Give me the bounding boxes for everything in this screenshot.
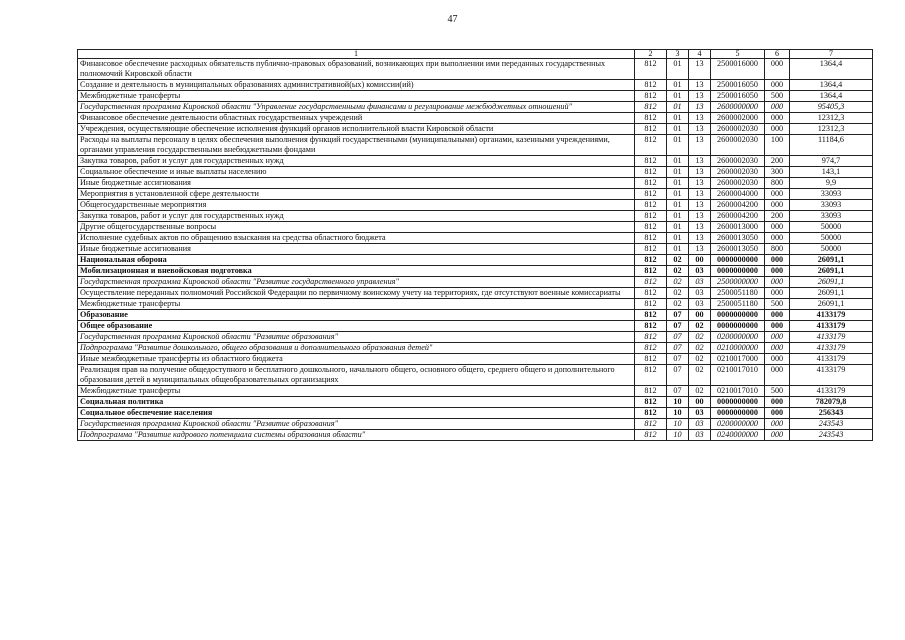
amount-cell: 243543 [790,419,873,430]
expense-type-cell: 000 [765,59,790,80]
expense-type-cell: 000 [765,233,790,244]
amount-cell: 782079,8 [790,397,873,408]
grbs-code-cell: 812 [635,277,667,288]
row-name-cell: Закупка товаров, работ и услуг для государственных нужд [78,156,635,167]
subsection-code-cell: 13 [689,124,711,135]
target-article-cell: 2600004200 [711,211,765,222]
expense-type-cell: 000 [765,189,790,200]
target-article-cell: 2500051180 [711,288,765,299]
row-name-cell: Осуществление переданных полномочий Российской Федерации по первичному воинскому учету на территориях, где отсутствуют военные комиссариаты [78,288,635,299]
target-article-cell: 0000000000 [711,266,765,277]
row-name-cell: Общегосударственные мероприятия [78,200,635,211]
amount-cell: 95405,3 [790,102,873,113]
expense-type-cell: 500 [765,386,790,397]
amount-cell: 4133179 [790,310,873,321]
subsection-code-cell: 13 [689,167,711,178]
row-name-cell: Социальное обеспечение населения [78,408,635,419]
section-code-cell: 01 [667,124,689,135]
column-header: 5 [711,50,765,59]
section-code-cell: 07 [667,365,689,386]
section-code-cell: 10 [667,397,689,408]
amount-cell: 26091,1 [790,288,873,299]
subsection-code-cell: 13 [689,113,711,124]
subsection-code-cell: 02 [689,343,711,354]
section-code-cell: 07 [667,332,689,343]
grbs-code-cell: 812 [635,419,667,430]
subsection-code-cell: 02 [689,321,711,332]
expense-type-cell: 000 [765,419,790,430]
row-name-cell: Расходы на выплаты персоналу в целях обеспечения выполнения функций государственными (муниципальными) органами, казенными учреждениями, органами управления государственными внебюджетными фондами [78,135,635,156]
table-row [78,156,873,167]
amount-cell: 26091,1 [790,299,873,310]
row-name-cell: Социальная политика [78,397,635,408]
amount-cell: 1364,4 [790,80,873,91]
target-article-cell: 0000000000 [711,255,765,266]
grbs-code-cell: 812 [635,156,667,167]
target-article-cell: 2600002000 [711,113,765,124]
amount-cell: 4133179 [790,365,873,386]
amount-cell: 33093 [790,211,873,222]
grbs-code-cell: 812 [635,233,667,244]
section-code-cell: 02 [667,266,689,277]
amount-cell: 12312,3 [790,113,873,124]
amount-cell: 9,9 [790,178,873,189]
row-name-cell: Реализация прав на получение общедоступного и бесплатного дошкольного, начального общего, основного общего, среднего общего и дополнительного образования детей в муниципальных общеобразовательных организациях [78,365,635,386]
row-name-cell: Финансовое обеспечение деятельности областных государственных учреждений [78,113,635,124]
table-row [78,419,873,430]
row-name-cell: Мероприятия в установленной сфере деятельности [78,189,635,200]
subsection-code-cell: 13 [689,222,711,233]
section-code-cell: 01 [667,80,689,91]
table-row [78,386,873,397]
row-name-cell: Государственная программа Кировской области "Развитие государственного управления" [78,277,635,288]
section-code-cell: 01 [667,59,689,80]
amount-cell: 974,7 [790,156,873,167]
subsection-code-cell: 02 [689,386,711,397]
row-name-cell: Подпрограмма "Развитие дошкольного, общего образования и дополнительного образования детей" [78,343,635,354]
target-article-cell: 2500051180 [711,299,765,310]
subsection-code-cell: 13 [689,200,711,211]
grbs-code-cell: 812 [635,59,667,80]
subsection-code-cell: 03 [689,299,711,310]
grbs-code-cell: 812 [635,91,667,102]
section-code-cell: 07 [667,354,689,365]
grbs-code-cell: 812 [635,102,667,113]
column-header: 2 [635,50,667,59]
target-article-cell: 0200000000 [711,332,765,343]
expense-type-cell: 100 [765,135,790,156]
section-code-cell: 10 [667,430,689,441]
amount-cell: 256343 [790,408,873,419]
section-code-cell: 01 [667,156,689,167]
table-row [78,244,873,255]
grbs-code-cell: 812 [635,189,667,200]
expense-type-cell: 500 [765,299,790,310]
expense-type-cell: 000 [765,321,790,332]
amount-cell: 50000 [790,233,873,244]
grbs-code-cell: 812 [635,408,667,419]
expense-type-cell: 500 [765,91,790,102]
table-row [78,91,873,102]
table-row [78,365,873,386]
target-article-cell: 2500016050 [711,80,765,91]
section-code-cell: 01 [667,222,689,233]
subsection-code-cell: 13 [689,102,711,113]
grbs-code-cell: 812 [635,430,667,441]
target-article-cell: 2600013000 [711,222,765,233]
row-name-cell: Закупка товаров, работ и услуг для государственных нужд [78,211,635,222]
expense-type-cell: 000 [765,430,790,441]
grbs-code-cell: 812 [635,200,667,211]
grbs-code-cell: 812 [635,288,667,299]
target-article-cell: 2500000000 [711,277,765,288]
expense-type-cell: 200 [765,156,790,167]
table-row [78,80,873,91]
section-code-cell: 01 [667,178,689,189]
row-name-cell: Общее образование [78,321,635,332]
expense-type-cell: 800 [765,244,790,255]
amount-cell: 4133179 [790,321,873,332]
expense-type-cell: 000 [765,397,790,408]
section-code-cell: 07 [667,321,689,332]
table-row [78,135,873,156]
subsection-code-cell: 13 [689,244,711,255]
target-article-cell: 2600002030 [711,156,765,167]
expense-type-cell: 800 [765,178,790,189]
target-article-cell: 0000000000 [711,310,765,321]
target-article-cell: 0000000000 [711,408,765,419]
expense-type-cell: 000 [765,222,790,233]
grbs-code-cell: 812 [635,80,667,91]
target-article-cell: 2600002030 [711,178,765,189]
row-name-cell: Иные бюджетные ассигнования [78,178,635,189]
section-code-cell: 01 [667,113,689,124]
grbs-code-cell: 812 [635,178,667,189]
section-code-cell: 01 [667,211,689,222]
row-name-cell: Учреждения, осуществляющие обеспечение исполнения функций органов исполнительной власти Кировской области [78,124,635,135]
grbs-code-cell: 812 [635,310,667,321]
grbs-code-cell: 812 [635,135,667,156]
subsection-code-cell: 13 [689,80,711,91]
table-row [78,397,873,408]
subsection-code-cell: 00 [689,397,711,408]
row-name-cell: Государственная программа Кировской области "Управление государственными финансами и регулирование межбюджетных отношений" [78,102,635,113]
column-header: 1 [78,50,635,59]
expense-type-cell: 000 [765,80,790,91]
page-number: 47 [447,14,458,25]
subsection-code-cell: 00 [689,310,711,321]
row-name-cell: Социальное обеспечение и иные выплаты населению [78,167,635,178]
section-code-cell: 02 [667,277,689,288]
grbs-code-cell: 812 [635,124,667,135]
row-name-cell: Государственная программа Кировской области "Развитие образования" [78,332,635,343]
expense-type-cell: 000 [765,266,790,277]
expense-type-cell: 000 [765,277,790,288]
table-row [78,167,873,178]
target-article-cell: 0000000000 [711,397,765,408]
table-row [78,310,873,321]
amount-cell: 243543 [790,430,873,441]
amount-cell: 33093 [790,200,873,211]
expense-type-cell: 000 [765,124,790,135]
grbs-code-cell: 812 [635,386,667,397]
amount-cell: 26091,1 [790,255,873,266]
table-row [78,277,873,288]
grbs-code-cell: 812 [635,167,667,178]
expense-type-cell: 000 [765,113,790,124]
table-row [78,113,873,124]
row-name-cell: Подпрограмма "Развитие кадрового потенциала системы образования области" [78,430,635,441]
row-name-cell: Исполнение судебных актов по обращению взыскания на средства областного бюджета [78,233,635,244]
table-row [78,59,873,80]
target-article-cell: 0000000000 [711,321,765,332]
column-header: 6 [765,50,790,59]
row-name-cell: Иные межбюджетные трансферты из областного бюджета [78,354,635,365]
target-article-cell: 2600004000 [711,189,765,200]
target-article-cell: 0210000000 [711,343,765,354]
table-row [78,354,873,365]
section-code-cell: 01 [667,91,689,102]
amount-cell: 12312,3 [790,124,873,135]
target-article-cell: 2600004200 [711,200,765,211]
table-header-row [78,50,873,59]
row-name-cell: Финансовое обеспечение расходных обязательств публично-правовых образований, возникающих при выполнении ими переданных государственных полномочий Кировской области [78,59,635,80]
table-row [78,102,873,113]
expense-type-cell: 000 [765,365,790,386]
section-code-cell: 10 [667,419,689,430]
section-code-cell: 07 [667,343,689,354]
grbs-code-cell: 812 [635,255,667,266]
row-name-cell: Другие общегосударственные вопросы [78,222,635,233]
section-code-cell: 07 [667,386,689,397]
row-name-cell: Межбюджетные трансферты [78,299,635,310]
row-name-cell: Создание и деятельность в муниципальных образованиях административной(ых) комиссии(ий) [78,80,635,91]
grbs-code-cell: 812 [635,266,667,277]
grbs-code-cell: 812 [635,222,667,233]
table-row [78,211,873,222]
row-name-cell: Мобилизационная и вневойсковая подготовка [78,266,635,277]
table-row [78,321,873,332]
section-code-cell: 02 [667,288,689,299]
amount-cell: 33093 [790,189,873,200]
grbs-code-cell: 812 [635,299,667,310]
expense-type-cell: 000 [765,354,790,365]
section-code-cell: 01 [667,167,689,178]
table-row [78,332,873,343]
amount-cell: 50000 [790,244,873,255]
table-row [78,255,873,266]
section-code-cell: 01 [667,135,689,156]
section-code-cell: 01 [667,189,689,200]
grbs-code-cell: 812 [635,113,667,124]
grbs-code-cell: 812 [635,244,667,255]
table-row [78,233,873,244]
subsection-code-cell: 02 [689,332,711,343]
subsection-code-cell: 13 [689,233,711,244]
table-row [78,266,873,277]
grbs-code-cell: 812 [635,321,667,332]
target-article-cell: 0240000000 [711,430,765,441]
table-row [78,124,873,135]
table-row [78,200,873,211]
subsection-code-cell: 13 [689,178,711,189]
subsection-code-cell: 03 [689,266,711,277]
subsection-code-cell: 13 [689,211,711,222]
amount-cell: 11184,6 [790,135,873,156]
amount-cell: 4133179 [790,332,873,343]
amount-cell: 26091,1 [790,266,873,277]
budget-table [77,49,873,441]
table-row [78,299,873,310]
section-code-cell: 01 [667,102,689,113]
table-row [78,222,873,233]
subsection-code-cell: 00 [689,255,711,266]
expense-type-cell: 000 [765,408,790,419]
amount-cell: 1364,4 [790,91,873,102]
target-article-cell: 2600000000 [711,102,765,113]
target-article-cell: 0210017010 [711,386,765,397]
amount-cell: 143,1 [790,167,873,178]
grbs-code-cell: 812 [635,211,667,222]
section-code-cell: 01 [667,233,689,244]
amount-cell: 4133179 [790,354,873,365]
grbs-code-cell: 812 [635,332,667,343]
row-name-cell: Национальная оборона [78,255,635,266]
amount-cell: 1364,4 [790,59,873,80]
subsection-code-cell: 03 [689,277,711,288]
expense-type-cell: 000 [765,310,790,321]
row-name-cell: Иные бюджетные ассигнования [78,244,635,255]
expense-type-cell: 000 [765,255,790,266]
column-header: 4 [689,50,711,59]
grbs-code-cell: 812 [635,354,667,365]
table-row [78,178,873,189]
subsection-code-cell: 13 [689,189,711,200]
section-code-cell: 01 [667,244,689,255]
row-name-cell: Государственная программа Кировской области "Развитие образования" [78,419,635,430]
subsection-code-cell: 03 [689,288,711,299]
section-code-cell: 10 [667,408,689,419]
target-article-cell: 0210017000 [711,354,765,365]
subsection-code-cell: 13 [689,135,711,156]
grbs-code-cell: 812 [635,343,667,354]
section-code-cell: 07 [667,310,689,321]
target-article-cell: 2600013050 [711,244,765,255]
expense-type-cell: 000 [765,288,790,299]
grbs-code-cell: 812 [635,365,667,386]
amount-cell: 50000 [790,222,873,233]
section-code-cell: 01 [667,200,689,211]
expense-type-cell: 000 [765,200,790,211]
target-article-cell: 2500016000 [711,59,765,80]
row-name-cell: Межбюджетные трансферты [78,386,635,397]
target-article-cell: 0200000000 [711,419,765,430]
subsection-code-cell: 03 [689,408,711,419]
table-row [78,288,873,299]
table-row [78,430,873,441]
expense-type-cell: 000 [765,102,790,113]
subsection-code-cell: 03 [689,430,711,441]
table-row [78,189,873,200]
section-code-cell: 02 [667,299,689,310]
subsection-code-cell: 03 [689,419,711,430]
grbs-code-cell: 812 [635,397,667,408]
expense-type-cell: 000 [765,343,790,354]
row-name-cell: Межбюджетные трансферты [78,91,635,102]
expense-type-cell: 200 [765,211,790,222]
amount-cell: 4133179 [790,343,873,354]
amount-cell: 4133179 [790,386,873,397]
subsection-code-cell: 02 [689,365,711,386]
amount-cell: 26091,1 [790,277,873,288]
target-article-cell: 2600002030 [711,135,765,156]
target-article-cell: 2600002030 [711,124,765,135]
column-header: 3 [667,50,689,59]
column-header: 7 [790,50,873,59]
section-code-cell: 02 [667,255,689,266]
subsection-code-cell: 13 [689,91,711,102]
expense-type-cell: 000 [765,332,790,343]
row-name-cell: Образование [78,310,635,321]
table-row [78,343,873,354]
subsection-code-cell: 02 [689,354,711,365]
expense-type-cell: 300 [765,167,790,178]
target-article-cell: 2600002030 [711,167,765,178]
table-row [78,408,873,419]
target-article-cell: 2500016050 [711,91,765,102]
subsection-code-cell: 13 [689,59,711,80]
target-article-cell: 2600013050 [711,233,765,244]
subsection-code-cell: 13 [689,156,711,167]
target-article-cell: 0210017010 [711,365,765,386]
